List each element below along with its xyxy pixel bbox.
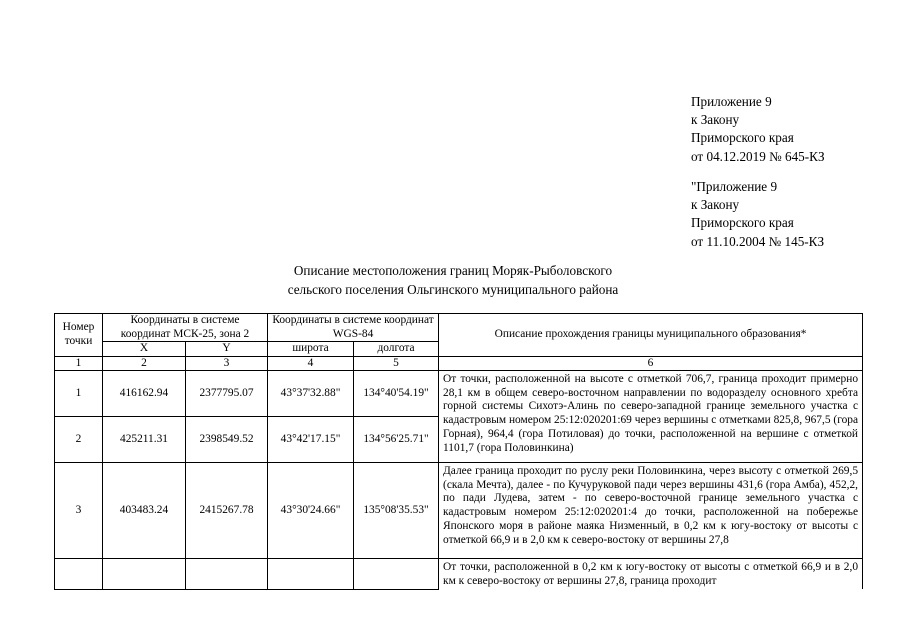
header-longitude: долгота [354, 342, 439, 357]
coord-y: 2415267.78 [186, 463, 268, 559]
appendix-line: от 04.12.2019 № 645-КЗ [691, 148, 825, 164]
column-number: 2 [103, 356, 186, 371]
column-number: 6 [439, 356, 863, 371]
column-number: 3 [186, 356, 268, 371]
header-point-number: Номер точки [55, 314, 103, 357]
table-row [55, 371, 863, 417]
point-number: 2 [55, 417, 103, 463]
column-number: 5 [354, 356, 439, 371]
coord-longitude: 134°56'25.71" [354, 417, 439, 463]
header-wgs-coordinates: Координаты в системе координат WGS-84 [268, 314, 439, 342]
coord-latitude: 43°30'24.66" [268, 463, 354, 559]
point-number: 3 [55, 463, 103, 559]
header-msk-coordinates: Координаты в системе координат МСК-25, зона 2 [103, 314, 268, 342]
point-number-empty [55, 559, 103, 590]
appendix-current-reference [691, 93, 825, 166]
point-number: 1 [55, 371, 103, 417]
coord-x: 416162.94 [103, 371, 186, 417]
appendix-line: "Приложение 9 [691, 179, 778, 194]
column-number-row [55, 356, 863, 371]
appendix-line: к Закону [691, 112, 740, 128]
coord-y: 2398549.52 [186, 417, 268, 463]
coord-latitude-empty [268, 559, 354, 590]
title-line: Описание местоположения границ Моряк-Рыболовского [293, 263, 613, 278]
appendix-line: к Закону [691, 197, 740, 213]
appendix-line: Приложение 9 [691, 94, 772, 109]
coord-y-empty [186, 559, 268, 590]
coord-latitude: 43°42'17.15" [268, 417, 354, 463]
document-title [200, 262, 706, 299]
coord-x: 425211.31 [103, 417, 186, 463]
coord-x: 403483.24 [103, 463, 186, 559]
table-row [55, 463, 863, 559]
coord-longitude: 135°08'35.53" [354, 463, 439, 559]
appendix-line: Приморского края [691, 215, 794, 231]
coord-y: 2377795.07 [186, 371, 268, 417]
table-header-row [55, 314, 863, 342]
header-y: Y [186, 342, 268, 357]
header-latitude: широта [268, 342, 354, 357]
coord-longitude: 134°40'54.19" [354, 371, 439, 417]
coord-longitude-empty [354, 559, 439, 590]
boundary-description: От точки, расположенной на высоте с отметкой 706,7, граница проходит примерно 28,1 км в общем северо-восточном направлении по водоразделу основного хребта горной системы Сихотэ-Алинь по северо-западной границе земельного участка с кадастровым номером 25:12:020201:69 через вершины с отметками 825,8, 967,5 (гора Горная), 964,4 (гора Потиловая) до точки, расположенной на вершине с отметкой 1101,7 (гора Половинкина) [439, 371, 863, 463]
appendix-line: Приморского края [691, 130, 794, 146]
title-line: сельского поселения Ольгинского муниципального района [287, 281, 619, 297]
appendix-line: от 11.10.2004 № 145-КЗ [691, 233, 825, 249]
appendix-original-reference [691, 178, 824, 251]
boundary-description: От точки, расположенной в 0,2 км к югу-востоку от высоты с отметкой 66,9 и в 2,0 км к северо-востоку от вершины 27,8, граница проходит [439, 559, 863, 590]
boundary-points-table [54, 313, 863, 590]
header-boundary-description: Описание прохождения границы муниципального образования* [439, 314, 863, 357]
column-number: 1 [55, 356, 103, 371]
table-row [55, 559, 863, 590]
boundary-description: Далее граница проходит по руслу реки Половинкина, через высоту с отметкой 269,5 (скала Мечта), далее - по Кучуруковой пади через вершины 431,6 (гора Амба), 452,2, по пади Лудева, затем - по северо-восточной границе земельного участка с кадастровым номером 25:12:020201:4 до точки, расположенной на побережье Японского моря в районе маяка Низменный, в 0,2 км к югу-востоку от высоты с отметкой 66,9 и в 2,0 км к северо-востоку от вершины 27,8 [439, 463, 863, 559]
coord-x-empty [103, 559, 186, 590]
coord-latitude: 43°37'32.88" [268, 371, 354, 417]
column-number: 4 [268, 356, 354, 371]
header-x: X [103, 342, 186, 357]
